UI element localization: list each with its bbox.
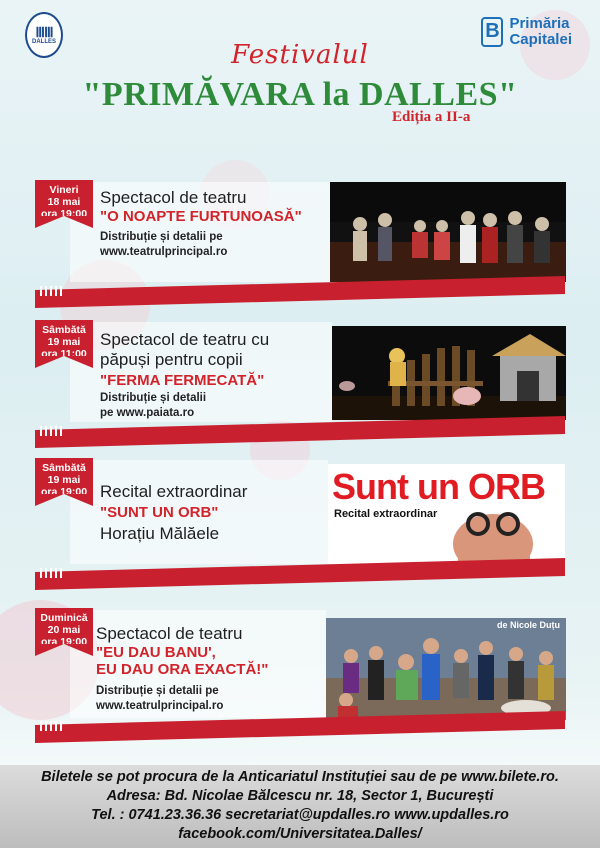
footer-tickets: Biletele se pot procura de la Anticariatul Instituției sau de pe www.bilete.ro. [41, 769, 559, 785]
footer-facebook[interactable]: facebook.com/Universitatea.Dalles/ [178, 826, 422, 842]
event-date-tag [35, 180, 93, 220]
event-title: Spectacol de teatru [96, 624, 243, 643]
event-show: "FERMA FERMECATĂ" [100, 372, 265, 389]
event-show-line2: EU DAU ORA EXACTĂ!" [96, 661, 269, 678]
event-time: ora 19:00 [40, 636, 88, 648]
festival-title: "PRIMĂVARA la DALLES" [82, 76, 518, 113]
event-day: Sâmbătă [42, 462, 86, 474]
event-date: 19 mai [47, 474, 81, 486]
primaria-mark-icon: B [481, 17, 503, 47]
festival-label: Festivalul [231, 40, 369, 70]
event-detail-1: Distribuție și detalii pe [100, 231, 223, 243]
event-photo-4 [326, 618, 566, 720]
event-show: "EU DAU BANU', [96, 644, 216, 661]
performer-illustration [328, 464, 565, 564]
columns-icon: ⅢⅢ [35, 24, 53, 40]
event-card-2 [0, 320, 600, 450]
event-link[interactable]: pe www.paiata.ro [100, 407, 195, 419]
event-date: 20 mai [47, 624, 81, 636]
event-day: Duminică [40, 612, 88, 624]
ribbon-stripes [38, 565, 70, 581]
ribbon-stripes [38, 718, 70, 734]
primaria-line2: Capitalei [509, 31, 572, 48]
event-time: ora 19:00 [40, 208, 88, 220]
event-title: Spectacol de teatru cu [100, 330, 270, 349]
event-time: ora 11:00 [41, 348, 87, 360]
primaria-line1: Primăria [509, 15, 570, 32]
event-link[interactable]: www.teatrulprincipal.ro [96, 700, 224, 712]
footer [0, 765, 600, 848]
footer-address: Adresa: Bd. Nicolae Bălcescu nr. 18, Sector 1, București [106, 788, 494, 804]
event-performer: Horațiu Mălăele [100, 524, 220, 543]
event-title: Recital extraordinar [100, 482, 248, 501]
event-show: "SUNT UN ORB" [100, 504, 219, 521]
event-link[interactable]: www.teatrulprincipal.ro [100, 246, 228, 258]
event-day: Sâmbătă [42, 324, 86, 336]
event-photo-3 [328, 464, 565, 564]
event-date-tag [35, 320, 93, 360]
photo-title: Sunt un ORB [332, 466, 545, 507]
dalles-logo-text: DALLES [32, 39, 56, 45]
event-card-4 [0, 608, 600, 758]
ribbon-stripes [38, 423, 70, 439]
event-title: Spectacol de teatru [100, 188, 247, 207]
event-detail-1: Distribuție și detalii [100, 392, 207, 404]
edition-label: Ediția a II-a [392, 109, 471, 125]
event-show: "O NOAPTE FURTUNOASĂ" [100, 208, 302, 225]
event-photo-2 [332, 326, 566, 420]
event-title-line2: păpuși pentru copii [100, 350, 243, 369]
footer-contact[interactable]: Tel. : 0741.23.36.36 secretariat@updalles.ro www.updalles.ro [91, 807, 509, 823]
event-date: 19 mai [47, 336, 81, 348]
event-date: 18 mai [47, 196, 81, 208]
event-card-1 [0, 180, 600, 300]
event-day: Vineri [49, 184, 79, 196]
event-photo-1 [330, 182, 566, 282]
event-time: ora 19:00 [40, 486, 88, 498]
photo-subtitle: Recital extraordinar [334, 508, 438, 520]
photo-caption: de Nicole Duțu [496, 620, 560, 630]
event-date-tag [35, 608, 93, 648]
header [0, 0, 600, 170]
event-detail-1: Distribuție și detalii pe [96, 685, 219, 697]
ribbon-stripes [38, 283, 70, 299]
event-card-3 [0, 458, 600, 588]
event-date-tag [35, 458, 93, 498]
